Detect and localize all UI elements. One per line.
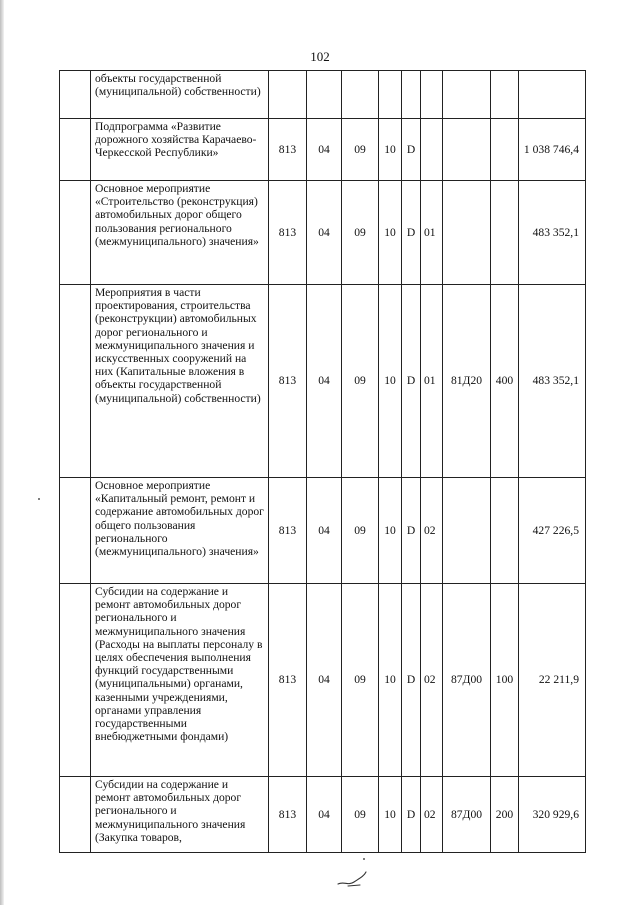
table-row [60,777,586,853]
vr-code-cell [491,478,519,584]
sum-cell [519,71,586,119]
gr-code-cell: 813 [269,478,307,584]
row-number-cell [60,119,91,181]
pr-code-cell [342,71,379,119]
csr-direction-cell [443,478,491,584]
csr-subprogram-cell [402,71,421,119]
table-row [60,181,586,285]
csr-direction-cell: 87Д00 [443,584,491,777]
csr-program-cell: 10 [379,478,402,584]
table-row [60,478,586,584]
sum-cell: 427 226,5 [519,478,586,584]
rz-code-cell: 04 [307,285,342,478]
rz-code-cell [307,71,342,119]
sum-cell: 320 929,6 [519,777,586,853]
csr-activity-cell [421,71,443,119]
row-number-cell [60,71,91,119]
sum-cell: 22 211,9 [519,584,586,777]
csr-program-cell: 10 [379,777,402,853]
row-number-cell [60,777,91,853]
csr-subprogram-cell: D [402,777,421,853]
pr-code-cell: 09 [342,181,379,285]
csr-subprogram-cell: D [402,285,421,478]
rz-code-cell: 04 [307,119,342,181]
csr-direction-cell [443,71,491,119]
csr-program-cell: 10 [379,584,402,777]
expense-name-cell: Подпрограмма «Развитие дорожного хозяйства Карачаево-Черкесской Республики» [91,119,269,181]
csr-activity-cell: 02 [421,777,443,853]
scan-speck [363,858,365,860]
gr-code-cell: 813 [269,181,307,285]
csr-subprogram-cell: D [402,478,421,584]
csr-program-cell: 10 [379,181,402,285]
csr-direction-cell: 81Д20 [443,285,491,478]
rz-code-cell: 04 [307,584,342,777]
budget-table [59,70,586,853]
gr-code-cell: 813 [269,119,307,181]
csr-subprogram-cell: D [402,584,421,777]
budget-table-container [59,70,586,853]
pr-code-cell: 09 [342,584,379,777]
expense-name-cell: Основное мероприятие «Строительство (реконструкция) автомобильных дорог общего пользования регионального (межмуниципального) значения» [91,181,269,285]
rz-code-cell: 04 [307,777,342,853]
expense-name-cell: Мероприятия в части проектирования, строительства (реконструкции) автомобильных дорог регионального и межмуниципального значения и искусственных сооружений на них (Капитальные вложения в объекты государственной (муниципальной) собственности) [91,285,269,478]
pr-code-cell: 09 [342,119,379,181]
csr-activity-cell: 01 [421,285,443,478]
vr-code-cell [491,181,519,285]
rz-code-cell: 04 [307,181,342,285]
expense-name-cell: Субсидии на содержание и ремонт автомобильных дорог регионального и межмуниципального значения (Расходы на выплаты персоналу в целях обеспечения выполнения функций государственными (муниципальными) органами, казенными учреждениями, органами управления государственными внебюджетными фондами) [91,584,269,777]
csr-direction-cell [443,119,491,181]
scan-edge-shadow [0,0,4,905]
csr-activity-cell: 02 [421,478,443,584]
csr-direction-cell: 87Д00 [443,777,491,853]
csr-direction-cell [443,181,491,285]
sum-cell: 483 352,1 [519,181,586,285]
gr-code-cell: 813 [269,777,307,853]
gr-code-cell: 813 [269,584,307,777]
row-number-cell [60,478,91,584]
vr-code-cell [491,119,519,181]
row-number-cell [60,584,91,777]
expense-name-cell: Основное мероприятие «Капитальный ремонт, ремонт и содержание автомобильных дорог общего пользования регионального (межмуниципального) значения» [91,478,269,584]
budget-table-body [60,71,586,853]
table-row [60,584,586,777]
scan-speck [38,498,40,500]
page-number: 102 [310,49,330,64]
csr-activity-cell [421,119,443,181]
row-number-cell [60,285,91,478]
csr-program-cell: 10 [379,285,402,478]
pr-code-cell: 09 [342,285,379,478]
gr-code-cell: 813 [269,285,307,478]
table-row [60,119,586,181]
vr-code-cell: 200 [491,777,519,853]
rz-code-cell: 04 [307,478,342,584]
csr-subprogram-cell: D [402,181,421,285]
signature-mark [336,864,376,890]
csr-program-cell [379,71,402,119]
csr-subprogram-cell: D [402,119,421,181]
csr-program-cell: 10 [379,119,402,181]
sum-cell: 1 038 746,4 [519,119,586,181]
gr-code-cell [269,71,307,119]
row-number-cell [60,181,91,285]
expense-name-cell: объекты государственной (муниципальной) собственности) [91,71,269,119]
pr-code-cell: 09 [342,478,379,584]
table-row [60,285,586,478]
vr-code-cell: 100 [491,584,519,777]
vr-code-cell [491,71,519,119]
table-row [60,71,586,119]
csr-activity-cell: 02 [421,584,443,777]
expense-name-cell: Субсидии на содержание и ремонт автомобильных дорог регионального и межмуниципального значения (Закупка товаров, [91,777,269,853]
csr-activity-cell: 01 [421,181,443,285]
pr-code-cell: 09 [342,777,379,853]
vr-code-cell: 400 [491,285,519,478]
sum-cell: 483 352,1 [519,285,586,478]
